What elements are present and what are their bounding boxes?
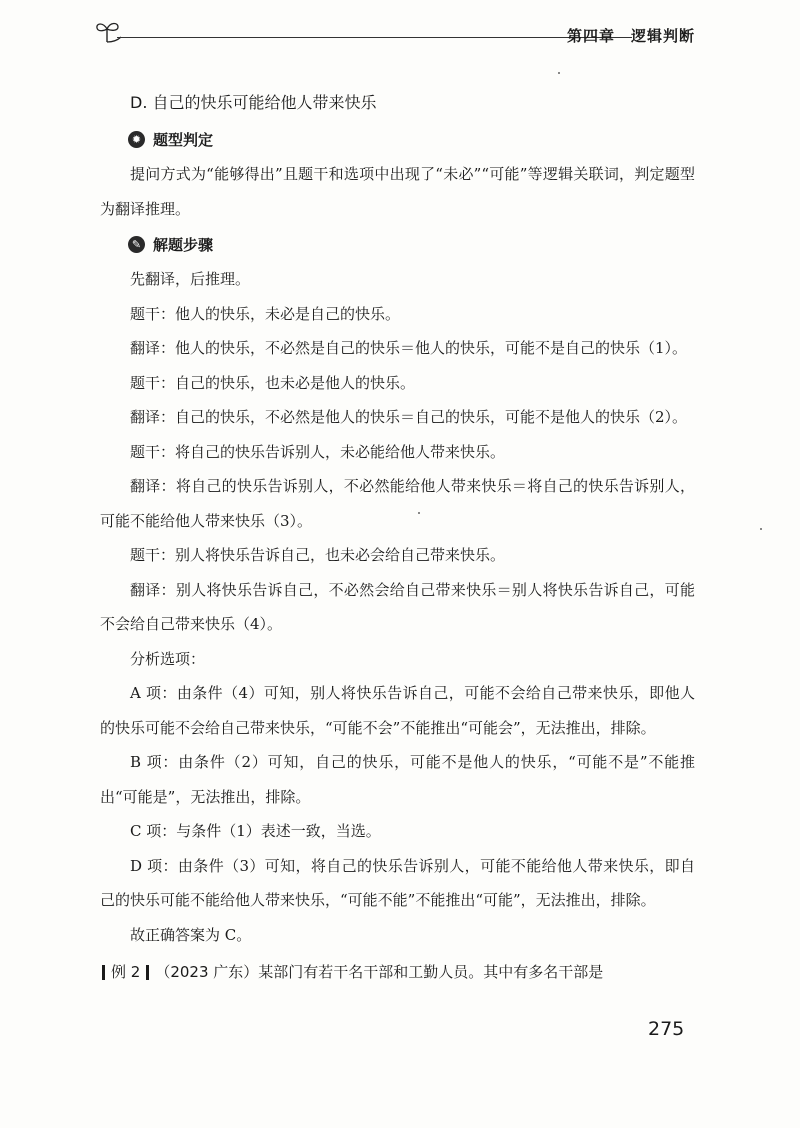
step-line: 题干：他人的快乐，未必是自己的快乐。 (130, 304, 401, 323)
sprout-icon (95, 20, 121, 44)
option-analysis-d: D 项：由条件（3）可知，将自己的快乐告诉别人，可能不能给他人带来快乐，即自己的快乐可能不能给他人带来快乐，“可能不能”不能推出“可能”，无法推出，排除。 (100, 856, 695, 909)
example-heading (100, 954, 695, 990)
question-type-text: 提问方式为“能够得出”且题干和选项中出现了“未必”“可能”等逻辑关联词，判定题型为翻译推理。 (100, 165, 695, 218)
gear-icon: ✹ (128, 131, 145, 148)
page-content (100, 85, 695, 990)
solution-steps-heading (100, 226, 695, 262)
option-analysis-b: B 项：由条件（2）可知，自己的快乐，可能不是他人的快乐，“可能不是”不能推出“可能是”，无法推出，排除。 (100, 753, 695, 806)
header-rule (117, 37, 632, 38)
step-line: 分析选项： (130, 649, 206, 668)
option-d-text: D. 自己的快乐可能给他人带来快乐 (130, 93, 377, 112)
scan-speck (418, 512, 420, 514)
question-type-heading-label: 题型判定 (153, 130, 214, 149)
page-header (95, 20, 695, 50)
pen-icon: ✎ (128, 236, 145, 253)
step-line: 翻译：将自己的快乐告诉别人，不必然能给他人带来快乐＝将自己的快乐告诉别人，可能不能给他人带来快乐（3）。 (100, 477, 695, 530)
chapter-title: 第四章 逻辑判断 (566, 27, 695, 45)
scan-speck (760, 528, 762, 530)
step-line: 题干：自己的快乐，也未必是他人的快乐。 (130, 373, 416, 392)
step-line: 翻译：别人将快乐告诉自己，不必然会给自己带来快乐＝别人将快乐告诉自己，可能不会给自己带来快乐（4）。 (100, 580, 695, 633)
option-analysis-a: A 项：由条件（4）可知，别人将快乐告诉自己，可能不会给自己带来快乐，即他人的快乐可能不会给自己带来快乐，“可能不会”不能推出“可能会”，无法推出，排除。 (100, 684, 695, 737)
option-analysis-c: C 项：与条件（1）表述一致，当选。 (130, 822, 381, 840)
question-type-heading (100, 121, 695, 157)
example-text: （2023 广东）某部门有若干名干部和工勤人员。其中有多名干部是 (155, 963, 604, 981)
step-line: 翻译：自己的快乐，不必然是他人的快乐＝自己的快乐，可能不是他人的快乐（2）。 (130, 408, 688, 426)
step-line: 题干：将自己的快乐告诉别人，未必能给他人带来快乐。 (130, 442, 506, 461)
scan-speck (558, 72, 560, 74)
example-bar-left (102, 965, 105, 980)
solution-steps-heading-label: 解题步骤 (153, 235, 214, 254)
step-line: 翻译：他人的快乐，不必然是自己的快乐＝他人的快乐，可能不是自己的快乐（1）。 (130, 339, 688, 357)
example-bar-right (146, 965, 149, 980)
step-line: 题干：别人将快乐告诉自己，也未必会给自己带来快乐。 (130, 546, 506, 564)
step-line: 先翻译，后推理。 (130, 270, 251, 288)
answer-line: 故正确答案为 C。 (130, 925, 252, 944)
example-label: 例 2 (111, 963, 141, 981)
page-number: 275 (648, 1018, 685, 1040)
